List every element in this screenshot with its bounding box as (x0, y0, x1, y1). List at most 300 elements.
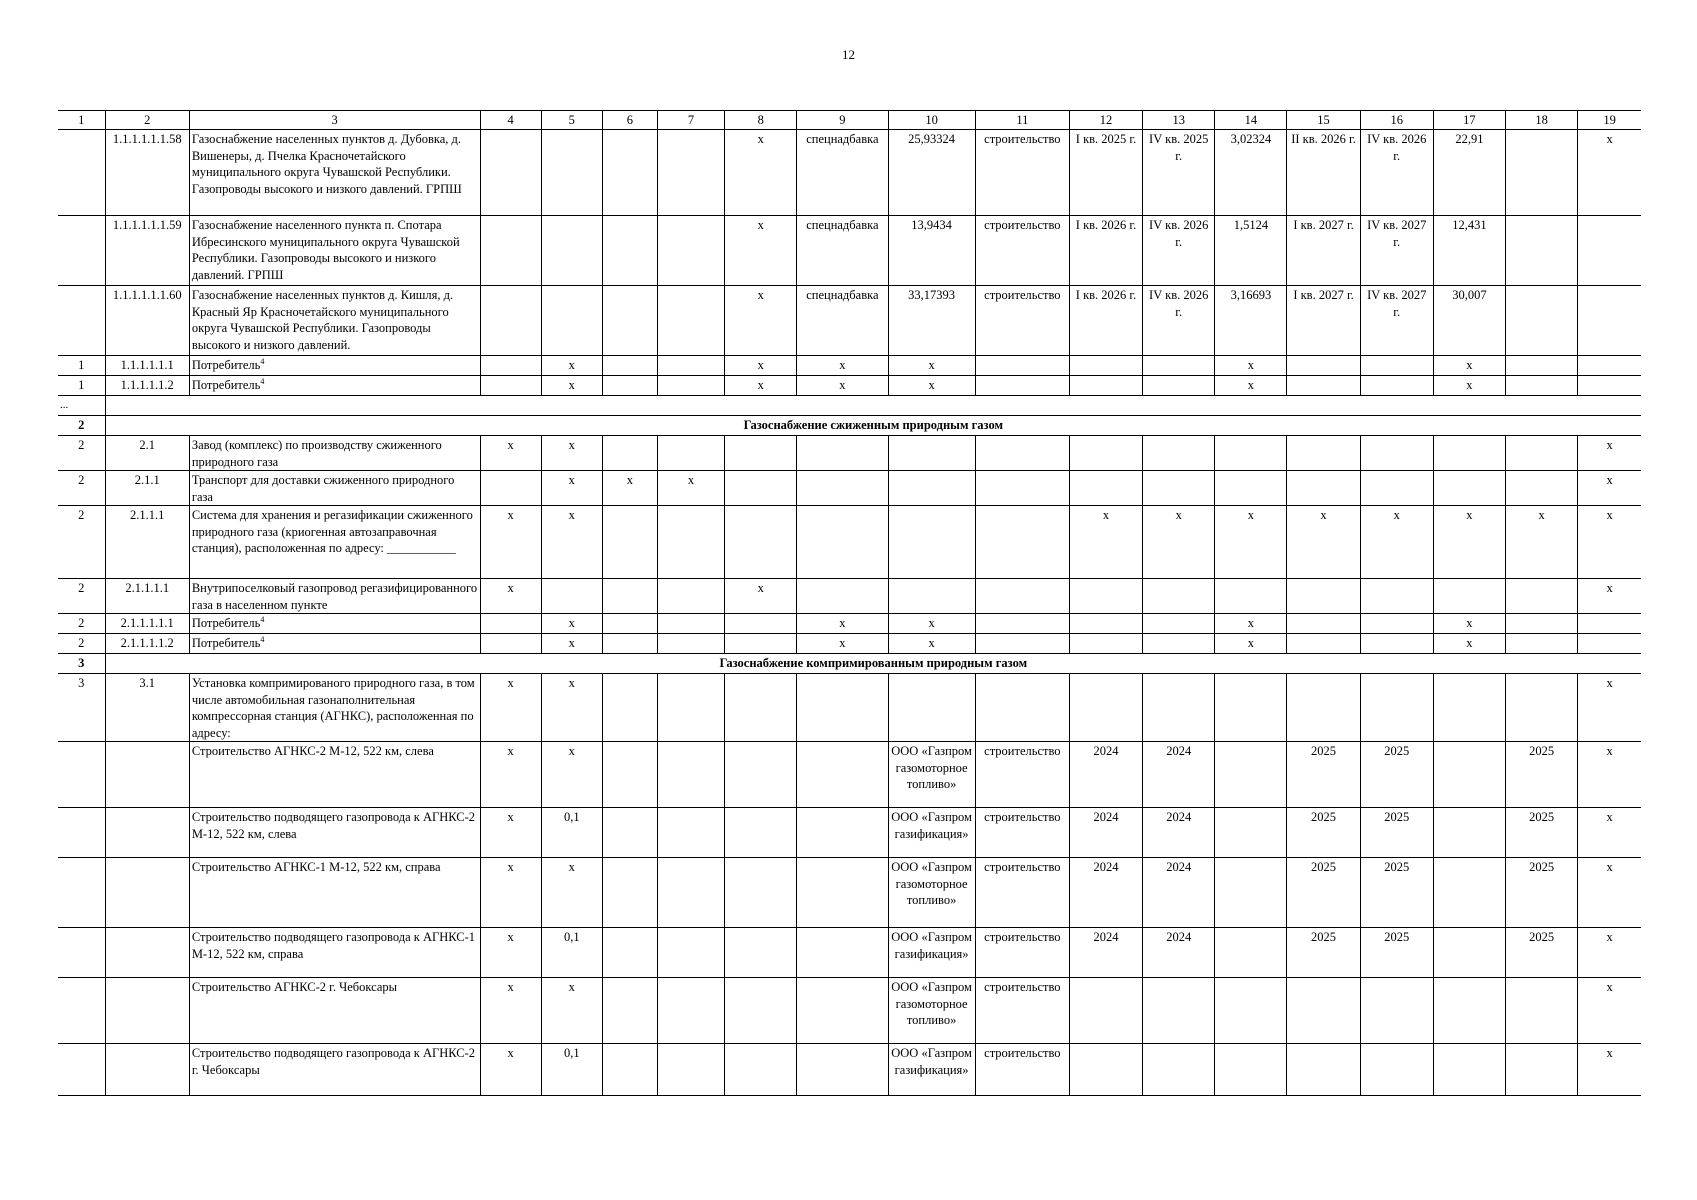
cell-value: x (1466, 358, 1473, 372)
cell-value: строительство (984, 744, 1061, 758)
column-header: 15 (1287, 111, 1360, 130)
table-cell (657, 742, 724, 808)
table-cell (1287, 858, 1360, 928)
table-cell (541, 436, 602, 471)
table-cell (1143, 506, 1215, 579)
table-cell (1360, 579, 1433, 614)
table-cell (1433, 674, 1505, 742)
table-cell (58, 506, 105, 579)
table-cell (1505, 216, 1577, 286)
table-row (58, 858, 1641, 928)
table-cell (1578, 634, 1641, 654)
cell-value: 1 (78, 378, 85, 392)
table-cell (1069, 216, 1142, 286)
table-cell (1433, 286, 1505, 356)
table-cell (975, 376, 1069, 396)
table-cell (1505, 436, 1577, 471)
cell-value: x (568, 636, 575, 650)
cell-value: 2025 (1529, 860, 1555, 874)
cell-value: x (507, 1046, 514, 1060)
table-cell (1433, 742, 1505, 808)
table-cell (58, 674, 105, 742)
table-cell (105, 376, 189, 396)
table-row (58, 1044, 1641, 1096)
table-cell (1360, 808, 1433, 858)
footnote-mark: 4 (260, 356, 265, 366)
row-name: Строительство подводящего газопровода к АГНКС-2 М-12, 522 км, слева (191, 810, 476, 841)
cell-value: x (1247, 378, 1254, 392)
table-cell (541, 506, 602, 579)
row-name: Система для хранения и регазификации сжиженного природного газа (криогенная автозаправочная станция), расположенная по адресу: ___________ (191, 508, 473, 555)
table-cell (1433, 808, 1505, 858)
table-cell (58, 808, 105, 858)
table-cell (1578, 130, 1641, 216)
table-cell (797, 376, 888, 396)
table-cell (602, 928, 657, 978)
table-cell (1360, 742, 1433, 808)
table-cell (1505, 742, 1577, 808)
column-header: 8 (725, 111, 797, 130)
table-cell (1215, 674, 1287, 742)
table-cell (105, 614, 189, 634)
table-cell (105, 130, 189, 216)
table-cell (1287, 674, 1360, 742)
empty-merged-cell (105, 396, 1641, 416)
cell-value: I кв. 2025 г. (1075, 132, 1137, 146)
table-cell (189, 436, 480, 471)
cell-value: x (1606, 473, 1613, 487)
column-header: 6 (602, 111, 657, 130)
table-cell (1143, 471, 1215, 506)
table-cell (1215, 614, 1287, 634)
table-cell (797, 634, 888, 654)
table-cell (1143, 579, 1215, 614)
table-cell (888, 356, 975, 376)
cell-value: x (839, 636, 846, 650)
table-cell (1069, 634, 1142, 654)
cell-value: 2025 (1384, 810, 1410, 824)
table-cell (725, 614, 797, 634)
table-cell (1360, 216, 1433, 286)
table-row (58, 416, 1641, 436)
table-cell (1287, 356, 1360, 376)
cell-value: x (568, 860, 575, 874)
table-cell (1360, 858, 1433, 928)
table-cell (1143, 1044, 1215, 1096)
table-cell (1215, 216, 1287, 286)
table-cell (1505, 376, 1577, 396)
cell-value: 2024 (1166, 930, 1192, 944)
table-cell (1433, 978, 1505, 1044)
table-cell (105, 928, 189, 978)
column-header: 7 (657, 111, 724, 130)
table-cell (58, 614, 105, 634)
table-cell (975, 286, 1069, 356)
cell-value: x (568, 473, 575, 487)
table-cell (975, 978, 1069, 1044)
table-cell (1360, 356, 1433, 376)
table-cell (725, 579, 797, 614)
cell-value: x (568, 378, 575, 392)
table-cell (657, 634, 724, 654)
cell-value: ООО «Газпром газификация» (891, 810, 972, 841)
cell-value: IV кв. 2027 г. (1367, 288, 1427, 319)
table-cell (657, 579, 724, 614)
table-cell (797, 356, 888, 376)
row-code: 2.1.1 (134, 473, 160, 487)
table-cell (1578, 579, 1641, 614)
row-code: 2.1.1.1 (130, 508, 165, 522)
table-cell (189, 579, 480, 614)
row-name: Установка компримированого природного газа, в том числе автомобильная газонаполнительная компрессорная станция (АГНКС), расположенная по адресу: (191, 676, 475, 740)
table-cell (1069, 579, 1142, 614)
cell-value: x (568, 744, 575, 758)
table-cell (725, 506, 797, 579)
cell-value: 30,007 (1452, 288, 1487, 302)
cell-value: спецнадбавка (806, 288, 879, 302)
table-cell (1143, 634, 1215, 654)
table-cell (975, 130, 1069, 216)
table-cell (1433, 634, 1505, 654)
table-cell (1143, 978, 1215, 1044)
table-cell (58, 356, 105, 376)
table-cell (1215, 436, 1287, 471)
table-cell (541, 286, 602, 356)
table-cell (797, 858, 888, 928)
table-cell (975, 436, 1069, 471)
table-cell (888, 742, 975, 808)
table-cell (975, 216, 1069, 286)
cell-value: 1,5124 (1233, 218, 1269, 232)
table-cell (480, 471, 541, 506)
table-cell (1069, 506, 1142, 579)
table-row (58, 674, 1641, 742)
table-cell (1505, 356, 1577, 376)
table-cell (541, 356, 602, 376)
table-cell (480, 579, 541, 614)
table-cell (189, 376, 480, 396)
cell-value: 2025 (1311, 860, 1337, 874)
row-name: Газоснабжение населенного пункта п. Спотара Ибресинского муниципального округа Чувашской Республики. Газопроводы высокого и низкого давлений. ГРПШ (191, 218, 460, 282)
table-cell (1505, 286, 1577, 356)
table-cell (797, 216, 888, 286)
table-cell (888, 674, 975, 742)
table-cell (541, 674, 602, 742)
row-name: Газоснабжение населенных пунктов д. Дубовка, д. Вишенеры, д. Пчелка Красночетайского муниципального округа Чувашской Республики. Газопроводы высокого и низкого давлений. ГРПШ (191, 132, 462, 196)
table-cell (541, 579, 602, 614)
cell-value: x (507, 508, 514, 522)
table-cell (541, 376, 602, 396)
table-cell (602, 674, 657, 742)
table-cell (602, 742, 657, 808)
table-cell (797, 506, 888, 579)
cell-value: x (1606, 132, 1613, 146)
table-cell (58, 978, 105, 1044)
table-cell (58, 928, 105, 978)
cell-value: x (757, 132, 764, 146)
table-cell (1069, 978, 1142, 1044)
table-cell (1578, 858, 1641, 928)
table-cell (1287, 634, 1360, 654)
cell-value: x (1606, 1046, 1613, 1060)
table-cell (1287, 436, 1360, 471)
table-cell (1578, 356, 1641, 376)
table-cell (1578, 928, 1641, 978)
row-name: Строительство АГНКС-1 М-12, 522 км, справа (191, 860, 441, 874)
row-name: Транспорт для доставки сжиженного природного газа (191, 473, 455, 504)
table-cell (189, 634, 480, 654)
cell-value: x (568, 676, 575, 690)
table-cell (480, 1044, 541, 1096)
table-cell (602, 506, 657, 579)
cell-value: x (1606, 508, 1613, 522)
cell-value: 3 (78, 676, 85, 690)
table-cell (541, 614, 602, 634)
table-cell (725, 742, 797, 808)
table-cell (105, 634, 189, 654)
cell-value: x (839, 378, 846, 392)
table-cell (1069, 1044, 1142, 1096)
table-row (58, 130, 1641, 216)
table-cell (1433, 928, 1505, 978)
table-cell (888, 928, 975, 978)
table-cell (1287, 978, 1360, 1044)
cell-value: 0,1 (563, 930, 580, 944)
table-cell (1578, 674, 1641, 742)
table-cell (105, 978, 189, 1044)
table-cell (657, 436, 724, 471)
cell-value: x (1466, 508, 1473, 522)
table-cell (1215, 506, 1287, 579)
cell-value: x (1538, 508, 1545, 522)
table-cell (1505, 471, 1577, 506)
table-cell (1287, 506, 1360, 579)
cell-value: x (568, 358, 575, 372)
cell-value: 1 (78, 358, 85, 372)
table-cell (1505, 978, 1577, 1044)
cell-value: x (507, 930, 514, 944)
cell-value: 2024 (1166, 860, 1192, 874)
table-cell (797, 614, 888, 634)
cell-value: IV кв. 2025 г. (1149, 132, 1209, 163)
table-cell (1069, 808, 1142, 858)
cell-value: 2025 (1529, 810, 1555, 824)
table-row (58, 742, 1641, 808)
table-cell (480, 614, 541, 634)
table-cell (58, 436, 105, 471)
table-cell (797, 579, 888, 614)
table-cell (541, 216, 602, 286)
table-cell (480, 130, 541, 216)
row-name: Строительство подводящего газопровода к АГНКС-1 М-12, 522 км, справа (191, 930, 476, 961)
table-cell (189, 742, 480, 808)
table-cell (189, 674, 480, 742)
table-cell (1287, 286, 1360, 356)
cell-value: x (568, 980, 575, 994)
table-cell (1287, 928, 1360, 978)
table-cell (541, 130, 602, 216)
table-cell (1433, 130, 1505, 216)
table-cell (1069, 742, 1142, 808)
table-cell (105, 286, 189, 356)
cell-value: 2025 (1384, 930, 1410, 944)
row-name: Газоснабжение населенных пунктов д. Кишля, д. Красный Яр Красночетайского муниципального округа Чувашской Республики. Газопроводы высокого и низкого давлений. (191, 288, 454, 352)
table-row (58, 978, 1641, 1044)
column-header: 10 (888, 111, 975, 130)
table-row (58, 614, 1641, 634)
table-cell (480, 376, 541, 396)
table-cell (1143, 674, 1215, 742)
table-cell (1578, 286, 1641, 356)
cell-value: 2024 (1093, 860, 1119, 874)
table-cell (541, 858, 602, 928)
table-cell (1433, 858, 1505, 928)
table-cell (725, 808, 797, 858)
cell-value: x (1606, 744, 1613, 758)
section-title: Газоснабжение сжиженным природным газом (105, 416, 1641, 436)
row-code: 3.1 (139, 676, 156, 690)
cell-value: II кв. 2026 г. (1291, 132, 1356, 146)
table-cell (1578, 471, 1641, 506)
cell-value: x (1320, 508, 1327, 522)
table-cell (1069, 376, 1142, 396)
table-cell (1578, 978, 1641, 1044)
cell-value: спецнадбавка (806, 218, 879, 232)
table-cell (58, 579, 105, 614)
cell-value: x (1606, 860, 1613, 874)
table-cell (602, 130, 657, 216)
table-cell (58, 742, 105, 808)
cell-value: 2024 (1166, 744, 1192, 758)
table-cell (725, 376, 797, 396)
cell-value: x (757, 288, 764, 302)
cell-value: 13,9434 (911, 218, 952, 232)
cell-value: x (839, 616, 846, 630)
row-code: 2.1.1.1.1.2 (120, 636, 174, 650)
table-cell (657, 506, 724, 579)
table-cell (105, 808, 189, 858)
table-cell (541, 634, 602, 654)
section-number: 3 (58, 654, 105, 674)
table-cell (1215, 356, 1287, 376)
row-name: Потребитель (191, 636, 261, 650)
table-cell (725, 674, 797, 742)
table-cell (1287, 742, 1360, 808)
table-cell (1215, 579, 1287, 614)
cell-value: 33,17393 (908, 288, 956, 302)
table-cell (725, 978, 797, 1044)
column-header: 5 (541, 111, 602, 130)
table-cell (725, 286, 797, 356)
table-cell (1578, 1044, 1641, 1096)
ellipsis-cell: ... (58, 396, 105, 416)
row-code: 2.1.1.1.1 (125, 581, 170, 595)
table-cell (1287, 130, 1360, 216)
cell-value: 2025 (1311, 810, 1337, 824)
table-cell (725, 130, 797, 216)
table-cell (797, 1044, 888, 1096)
table-cell (1360, 130, 1433, 216)
table-cell (1069, 928, 1142, 978)
table-cell (888, 614, 975, 634)
row-name: Строительство подводящего газопровода к АГНКС-2 г. Чебоксары (191, 1046, 476, 1077)
table-cell (1360, 978, 1433, 1044)
cell-value: 2025 (1311, 930, 1337, 944)
table-cell (1069, 614, 1142, 634)
cell-value: x (1606, 676, 1613, 690)
cell-value: 2025 (1529, 744, 1555, 758)
row-code: 2.1.1.1.1.1 (120, 616, 174, 630)
cell-value: 2 (78, 616, 85, 630)
table-cell (1143, 376, 1215, 396)
table-cell (1360, 674, 1433, 742)
table-cell (657, 674, 724, 742)
table-cell (480, 858, 541, 928)
cell-value: 2024 (1166, 810, 1192, 824)
cell-value: строительство (984, 810, 1061, 824)
cell-value: строительство (984, 980, 1061, 994)
table-cell (888, 286, 975, 356)
table-cell (1143, 436, 1215, 471)
table-cell (541, 471, 602, 506)
table-cell (105, 742, 189, 808)
table-cell (1069, 674, 1142, 742)
table-row (58, 376, 1641, 396)
table-cell (888, 1044, 975, 1096)
table-cell (1578, 742, 1641, 808)
table-row (58, 471, 1641, 506)
cell-value: ООО «Газпром газификация» (891, 930, 972, 961)
table-cell (1433, 471, 1505, 506)
section-title: Газоснабжение компримированным природным газом (105, 654, 1641, 674)
table-cell (1505, 634, 1577, 654)
table-cell (1069, 356, 1142, 376)
table-cell (105, 436, 189, 471)
cell-value: 22,91 (1455, 132, 1484, 146)
cell-value: IV кв. 2026 г. (1149, 288, 1209, 319)
table-cell (725, 1044, 797, 1096)
table-cell (1578, 506, 1641, 579)
table-cell (1143, 216, 1215, 286)
cell-value: 12,431 (1452, 218, 1487, 232)
table-cell (602, 471, 657, 506)
table-row (58, 654, 1641, 674)
table-cell (58, 376, 105, 396)
cell-value: x (928, 616, 935, 630)
table-cell (1578, 808, 1641, 858)
row-name: Внутрипоселковый газопровод регазифицированного газа в населенном пункте (191, 581, 478, 612)
table-cell (1433, 356, 1505, 376)
table-cell (541, 1044, 602, 1096)
table-cell (888, 506, 975, 579)
table-cell (888, 471, 975, 506)
table-cell (657, 1044, 724, 1096)
table-cell (1215, 634, 1287, 654)
table-cell (602, 356, 657, 376)
cell-value: 3,16693 (1230, 288, 1272, 302)
cell-value: x (507, 860, 514, 874)
cell-value: x (1606, 980, 1613, 994)
table-row (58, 216, 1641, 286)
column-header: 17 (1433, 111, 1505, 130)
cell-value: x (568, 508, 575, 522)
table-row (58, 396, 1641, 416)
cell-value: 2025 (1311, 744, 1337, 758)
table-cell (975, 471, 1069, 506)
table-cell (797, 471, 888, 506)
column-header: 19 (1578, 111, 1641, 130)
cell-value: I кв. 2026 г. (1075, 288, 1137, 302)
